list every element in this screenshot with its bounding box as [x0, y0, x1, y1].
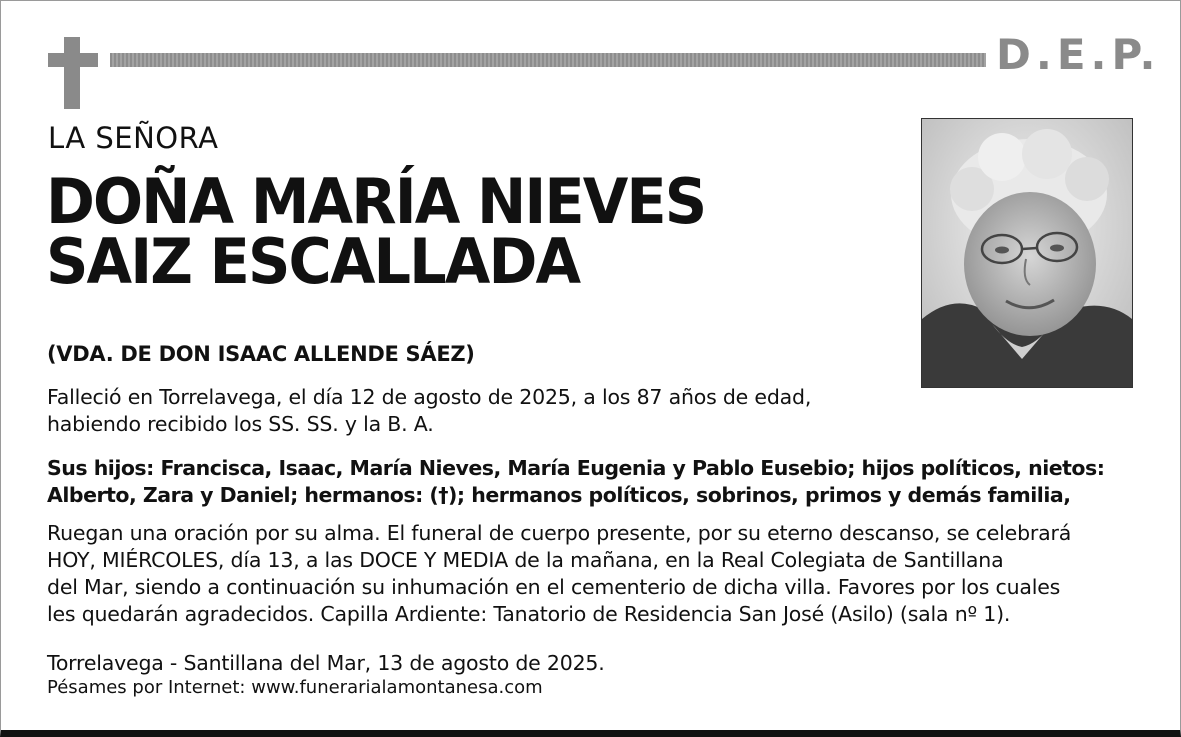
deceased-name: [46, 165, 706, 298]
family-line-2: Alberto, Zara y Daniel; hermanos: (†); hermanos políticos, sobrinos, primos y demás familia,: [47, 483, 1071, 507]
family-list: [47, 455, 1104, 509]
portrait-image: [922, 119, 1132, 387]
dep-heading: D.E.P.: [996, 30, 1161, 79]
ceremony-line-4: les quedarán agradecidos. Capilla Ardiente: Tanatorio de Residencia San José (Asilo) (sala nº 1).: [47, 602, 1011, 626]
death-line-2: habiendo recibido los SS. SS. y la B. A.: [47, 412, 434, 436]
ceremony-line-1: Ruegan una oración por su alma. El funeral de cuerpo presente, por su eterno descanso, se celebrará: [47, 521, 1072, 545]
ceremony-line-2: HOY, MIÉRCOLES, día 13, a las DOCE Y MEDIA de la mañana, en la Real Colegiata de Santillana: [47, 548, 1004, 572]
portrait-photo: [921, 118, 1133, 388]
widow-of: (VDA. DE DON ISAAC ALLENDE SÁEZ): [47, 342, 475, 366]
death-notice: [47, 384, 811, 438]
cross-icon: [48, 37, 98, 109]
death-line-1: Falleció en Torrelavega, el día 12 de agosto de 2025, a los 87 años de edad,: [47, 385, 812, 409]
place-date: Torrelavega - Santillana del Mar, 13 de agosto de 2025.: [47, 651, 605, 675]
title-prefix: LA SEÑORA: [48, 121, 219, 155]
ceremony-line-3: del Mar, siendo a continuación su inhumación en el cementerio de dicha villa. Favores por los cuales: [47, 575, 1061, 599]
ceremony-details: [47, 520, 1071, 628]
name-line-1: DOÑA MARÍA NIEVES: [46, 165, 706, 238]
condolences-link: Pésames por Internet: www.funerarialamontanesa.com: [47, 677, 543, 698]
header-rule: [110, 53, 986, 67]
family-line-1: Sus hijos: Francisca, Isaac, María Nieves, María Eugenia y Pablo Eusebio; hijos políticos, nietos:: [47, 456, 1105, 480]
name-line-2: SAIZ ESCALLADA: [46, 225, 580, 298]
